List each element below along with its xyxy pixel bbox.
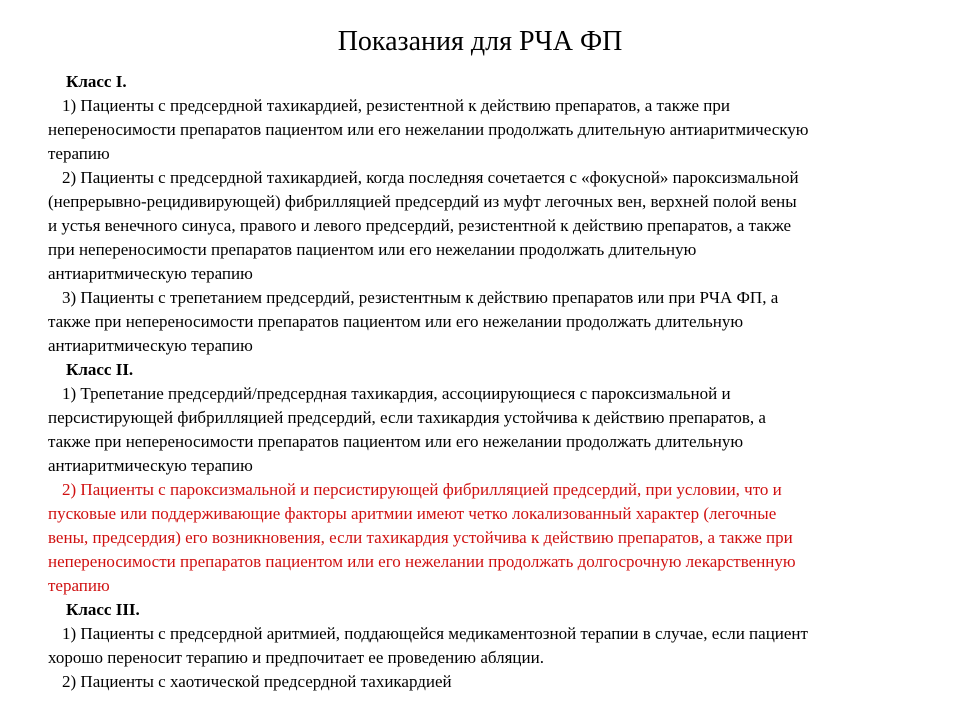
text-line: 1) Пациенты с предсердной аритмией, поддающейся медикаментозной терапии в случае, если пациент: [62, 624, 808, 643]
list-item: [48, 382, 948, 478]
text-line: (непрерывно-рецидивирующей) фибрилляцией предсердий из муфт легочных вен, верхней полой вены: [48, 192, 797, 211]
list-item: [48, 670, 948, 694]
list-item: [48, 622, 948, 670]
text-line: антиаритмическую терапию: [48, 456, 253, 475]
class-heading: Класс III.: [66, 600, 140, 619]
text-line: терапию: [48, 576, 110, 595]
list-item: [48, 166, 948, 286]
text-line: 1) Пациенты с предсердной тахикардией, резистентной к действию препаратов, а также при: [62, 96, 730, 115]
text-line: 2) Пациенты с предсердной тахикардией, когда последняя сочетается с «фокусной» пароксизмальной: [62, 168, 799, 187]
list-item: [48, 286, 948, 358]
class-section: [48, 70, 948, 358]
text-line: 3) Пациенты с трепетанием предсердий, резистентным к действию препаратов или при РЧА ФП, а: [62, 288, 779, 307]
text-line: 1) Трепетание предсердий/предсердная тахикардия, ассоциирующиеся с пароксизмальной и: [62, 384, 731, 403]
text-line: непереносимости препаратов пациентом или его нежелании продолжать длительную антиаритмическую: [48, 120, 809, 139]
text-line: также при непереносимости препаратов пациентом или его нежелании продолжать длительную: [48, 312, 744, 331]
list-item: [48, 94, 948, 166]
text-line: и устья венечного синуса, правого и левого предсердий, резистентной к действию препаратов, а также: [48, 216, 792, 235]
slide-body: [48, 70, 948, 694]
class-heading: Класс II.: [66, 360, 134, 379]
text-line: пусковые или поддерживающие факторы аритмии имеют четко локализованный характер (легочные: [48, 504, 777, 523]
text-line: 2) Пациенты с пароксизмальной и персистирующей фибрилляцией предсердий, при условии, что и: [62, 480, 782, 499]
text-line: терапию: [48, 144, 110, 163]
text-line: непереносимости препаратов пациентом или его нежелании продолжать долгосрочную лекарственную: [48, 552, 796, 571]
text-line: также при непереносимости препаратов пациентом или его нежелании продолжать длительную: [48, 432, 744, 451]
text-line: персистирующей фибрилляцией предсердий, если тахикардия устойчива к действию препаратов, а: [48, 408, 766, 427]
highlighted-list-item: [48, 478, 948, 598]
text-line: хорошо переносит терапию и предпочитает ее проведению абляции.: [48, 648, 544, 667]
text-line: 2) Пациенты с хаотической предсердной тахикардией: [62, 672, 452, 691]
page-title: Показания для РЧА ФП: [337, 26, 623, 57]
class-heading: Класс I.: [66, 72, 127, 91]
text-line: вены, предсердия) его возникновения, если тахикардия устойчива к действию препаратов, а также при: [48, 528, 793, 547]
text-line: антиаритмическую терапию: [48, 336, 253, 355]
text-line: антиаритмическую терапию: [48, 264, 253, 283]
class-section: [48, 598, 948, 694]
class-section: [48, 358, 948, 598]
text-line: при непереносимости препаратов пациентом или его нежелании продолжать длительную: [48, 240, 697, 259]
